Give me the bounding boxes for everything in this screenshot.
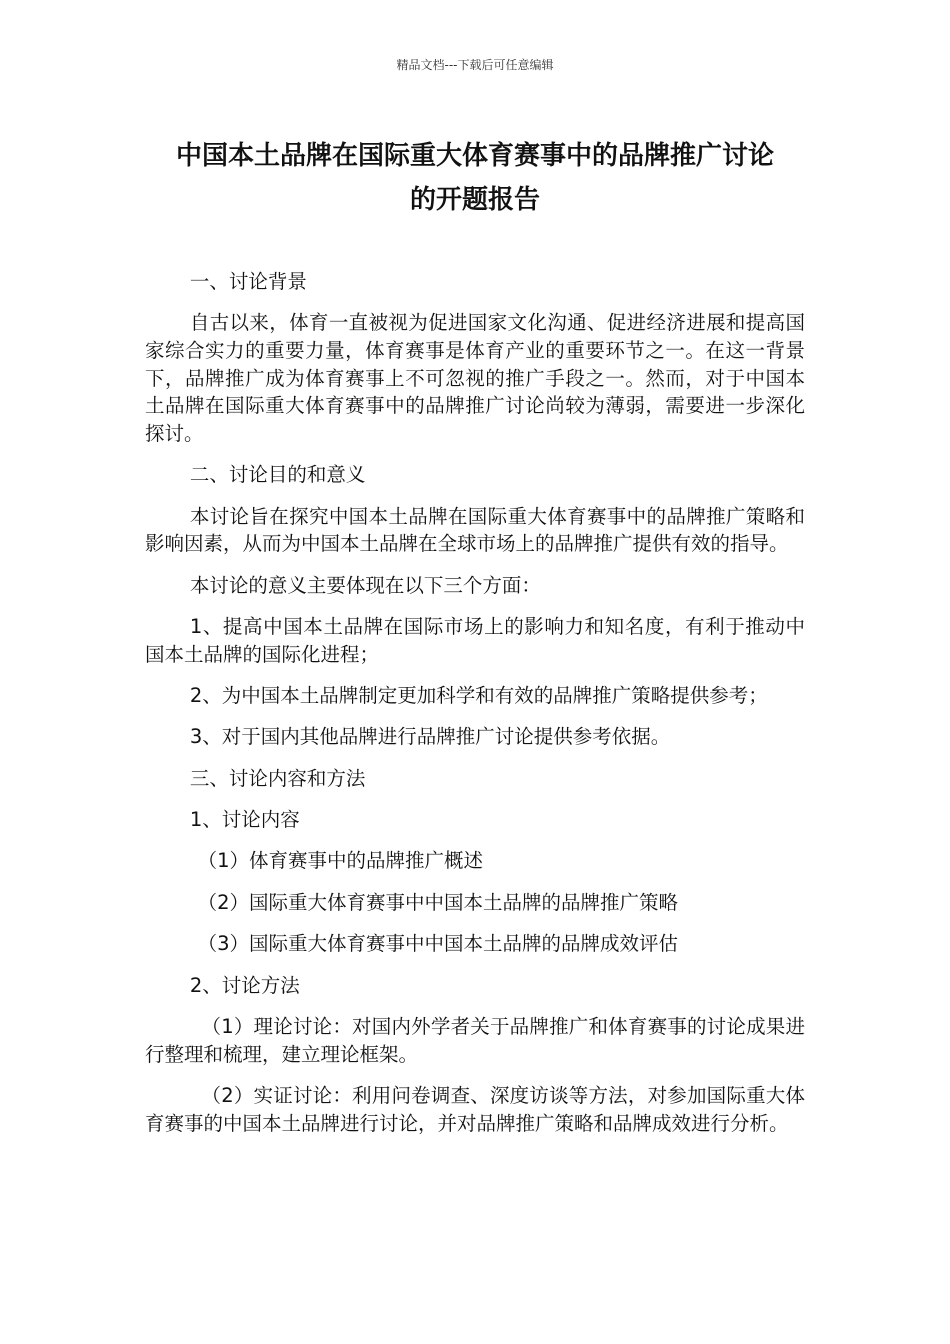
document-body — [145, 268, 805, 1151]
title-line-2: 的开题报告 — [409, 185, 540, 215]
section-heading: 二、讨论目的和意义 — [189, 463, 366, 487]
paragraph: 本讨论的意义主要体现在以下三个方面： — [189, 573, 541, 597]
list-item: （3）国际重大体育赛事中中国本土品牌的品牌成效评估 — [197, 932, 679, 956]
section-heading: 一、讨论背景 — [189, 270, 307, 293]
document-title — [130, 134, 820, 222]
subsection-heading: 1、讨论内容 — [189, 808, 300, 832]
list-item: （1）体育赛事中的品牌推广概述 — [197, 849, 484, 873]
list-item: 1、提高中国本土品牌在国际市场上的影响力和知名度，有利于推动中国本土品牌的国际化进程； — [145, 614, 805, 666]
list-item: 2、为中国本土品牌制定更加科学和有效的品牌推广策略提供参考； — [189, 683, 768, 707]
list-item: （2）国际重大体育赛事中中国本土品牌的品牌推广策略 — [197, 890, 679, 914]
list-item: （2）实证讨论：利用问卷调查、深度访谈等方法，对参加国际重大体育赛事的中国本土品牌进行讨论，并对品牌推广策略和品牌成效进行分析。 — [145, 1084, 805, 1135]
header-note: 精品文档---下载后可任意编辑 — [396, 58, 554, 72]
paragraph: 本讨论旨在探究中国本土品牌在国际重大体育赛事中的品牌推广策略和影响因素，从而为中国本土品牌在全球市场上的品牌推广提供有效的指导。 — [145, 504, 805, 556]
list-item: （1）理论讨论：对国内外学者关于品牌推广和体育赛事的讨论成果进行整理和梳理，建立理论框架。 — [145, 1015, 805, 1066]
paragraph: 自古以来，体育一直被视为促进国家文化沟通、促进经济进展和提高国家综合实力的重要力量，体育赛事是体育产业的重要环节之一。在这一背景下，品牌推广成为体育赛事上不可忽视的推广手段之一。然而，对于中国本土品牌在国际重大体育赛事中的品牌推广讨论尚较为薄弱，需要进一步深化探讨。 — [145, 311, 805, 445]
title-line-1: 中国本土品牌在国际重大体育赛事中的品牌推广讨论 — [175, 141, 774, 171]
section-heading: 三、讨论内容和方法 — [189, 766, 366, 790]
subsection-heading: 2、讨论方法 — [189, 973, 300, 997]
list-item: 3、对于国内其他品牌进行品牌推广讨论提供参考依据。 — [189, 725, 671, 749]
